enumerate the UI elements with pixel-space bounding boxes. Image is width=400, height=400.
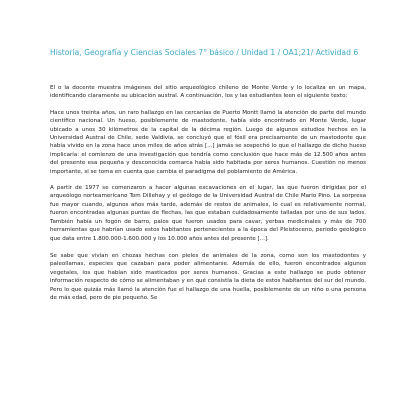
- activity-header-title: Historia, Geografía y Ciencias Sociales 7° básico / Unidad 1 / OA1;21/ Actividad 6: [50, 48, 359, 57]
- text-paragraph-3: Se sabe que vivían en chozas hechas con pieles de animales de la zona, como son los mastodontes y paleollamas, especies que cazaban para poder alimentarse. Además de ello, fueron encontrados algunos vegetales, los que habían sido masticados por seres humanos. Gracias a este hallazgo se pudo obtener información respecto de cómo se alimentaban y en qué consistía la dieta de estos habitantes del sur del mundo. Pero lo que quizás más llamó la atención fue el hallazgo de una huella, posiblemente de un niño o una persona de más edad, pero de pie pequeño. Se: [50, 252, 366, 301]
- intro-paragraph: El o la docente muestra imágenes del sitio arqueológico chileno de Monte Verde y lo localiza en un mapa, identificando claramente su ubicación austral. A continuación, los y las estudiantes leen el siguiente texto:: [50, 85, 366, 100]
- document-body: [50, 84, 366, 302]
- text-paragraph-1: Hace unos treinta años, un raro hallazgo en las cercanías de Puerto Montt llamó la atención de parte del mundo científico nacional. Un hueso, posiblemente de mastodonte, había sido encontrado en Monte Verde, lugar ubicado a unos 30 kilómetros de la capital de la décima región. Luego de algunos estudios hechos en la Universidad Austral de Chile, sede Valdivia, se concluyó que el fósil era precisamente de un mastodonte que había vivido en la zona hace unos miles de años atrás [...] jamás se sospechó lo que el hallazgo de dicho hueso implicaría: el comienzo de una investigación que tendría como conclusión que hace más de 12.500 años antes del presente esa pequeña y desconocida comarca había sido habitada por seres humanos. Cuestión no menos importante, si se toma en cuenta que cambia el paradigma del poblamiento de América.: [50, 109, 366, 175]
- text-paragraph-2: A partir de 1977 se comenzaron a hacer algunas excavaciones en el lugar, las que fueron dirigidas por el arqueólogo norteamericano Tom Dillehay y el geólogo de la Universidad Austral de Chile Mario Pino. La sorpresa fue mayor cuando, algunos años más tarde, además de restos de animales, lo cual es relativamente normal, fueron encontradas algunas puntas de flechas, las que estaban cuidadosamente talladas por uno de sus lados. También había un fogón de barro, palos que fueron usados para cavar, yerbas medicinales y más de 700 herramientas que habrían usado estos habitantes pertenecientes a la época del Pleistoceno, periodo geológico que data entre 1.800.000-1.600.000 y los 10.000 años antes del presente [...].: [50, 185, 366, 242]
